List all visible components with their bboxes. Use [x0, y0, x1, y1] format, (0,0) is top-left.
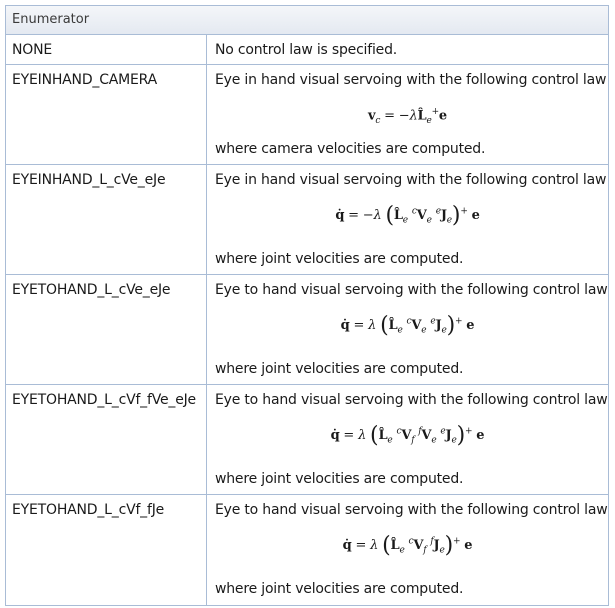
- control-law-equation: $v_c$ = $-\lambda L̂_e^+e$: [367, 107, 447, 126]
- enum-description: [207, 385, 608, 494]
- table-row: [6, 385, 608, 495]
- control-law-equation: q̇ = −λ ($L̂_e$ $^cV_e$ $^eJ_e)^+$ e: [335, 203, 480, 228]
- control-law-equation: q̇ = λ ($L̂_e$ $^cV_f$ $^fJ_e)^+$ e: [342, 533, 473, 558]
- table-row: [6, 275, 608, 385]
- description-text: Eye to hand visual servoing with the following control law: [215, 392, 608, 408]
- enum-description: [207, 65, 608, 164]
- enum-description: [207, 35, 608, 64]
- enum-name: EYETOHAND_L_cVe_eJe: [6, 275, 207, 384]
- enum-description: [207, 275, 608, 384]
- enum-description: [207, 495, 608, 605]
- description-text: No control law is specified.: [215, 42, 398, 58]
- description-after: where camera velocities are computed.: [215, 141, 486, 157]
- table-row: [6, 495, 608, 605]
- description-text: Eye in hand visual servoing with the following control law: [215, 72, 607, 88]
- control-law-equation: q̇ = λ ($L̂_e$ $^cV_e$ $^eJ_e)^+$ e: [340, 313, 475, 338]
- description-text: Eye in hand visual servoing with the following control law: [215, 172, 607, 188]
- control-law-equation: q̇ = λ ($L̂_e$ $^cV_f$ $^fV_e$ $^eJ_e)^+$ e: [330, 423, 485, 448]
- description-after: where joint velocities are computed.: [215, 581, 464, 597]
- enum-name: EYETOHAND_L_cVf_fJe: [6, 495, 207, 605]
- description-after: where joint velocities are computed.: [215, 471, 464, 487]
- enum-description: [207, 165, 608, 274]
- description-after: where joint velocities are computed.: [215, 251, 464, 267]
- description-text: Eye to hand visual servoing with the following control law: [215, 282, 608, 298]
- table-header: Enumerator: [6, 6, 608, 35]
- table-row: [6, 65, 608, 165]
- description-text: Eye to hand visual servoing with the following control law: [215, 502, 608, 518]
- description-after: where joint velocities are computed.: [215, 361, 464, 377]
- table-row: [6, 35, 608, 65]
- table-row: [6, 165, 608, 275]
- enumerator-table: [5, 5, 609, 606]
- enum-name: EYETOHAND_L_cVf_fVe_eJe: [6, 385, 207, 494]
- enum-name: EYEINHAND_CAMERA: [6, 65, 207, 164]
- enum-name: NONE: [6, 35, 207, 64]
- enum-name: EYEINHAND_L_cVe_eJe: [6, 165, 207, 274]
